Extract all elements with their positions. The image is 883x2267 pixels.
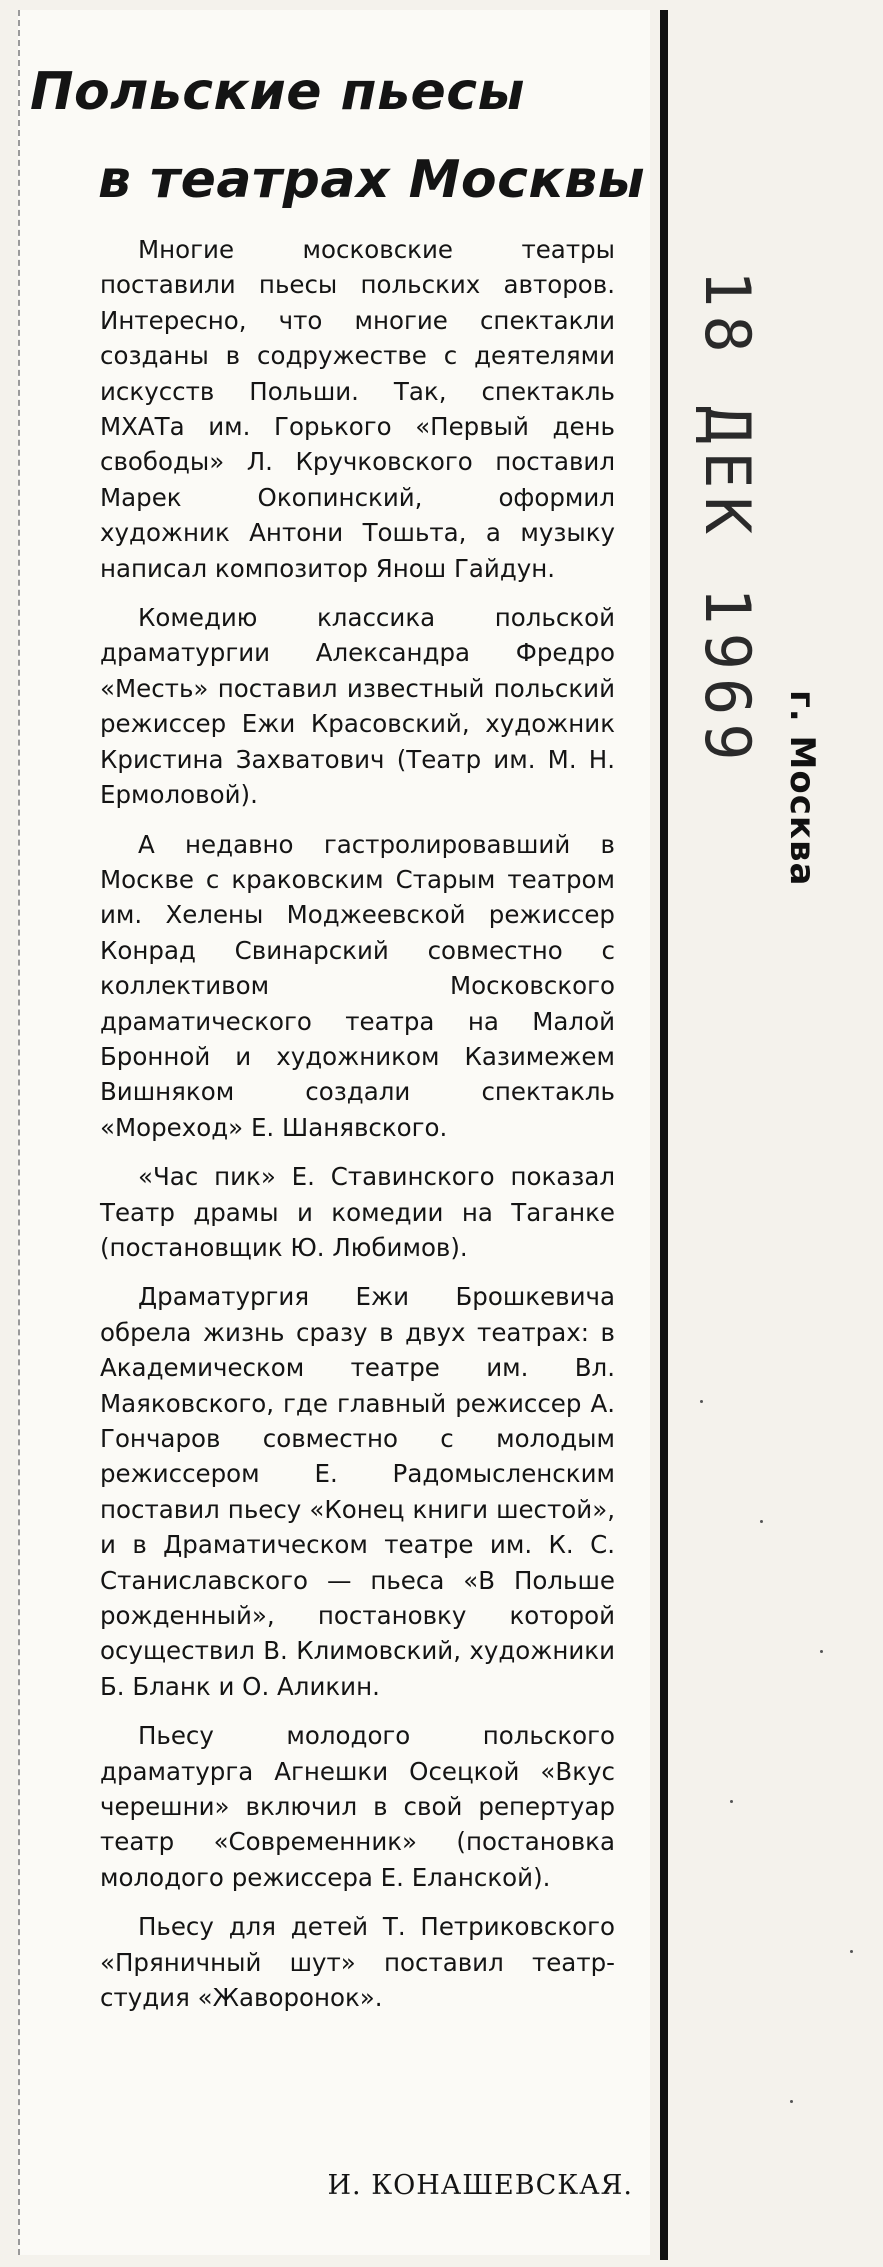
article-title-line1: Польские пьесы (30, 62, 526, 122)
article-paragraph: А недавно гастролировавший в Москве с краковским Старым театром им. Хелены Моджеевской режиссер Конрад Свинарский совместно с коллективом Московского драматического театра на Малой Бронной и художником Казимежем Вишняком создали спектакль «Мореход» Е. Шанявского. (100, 829, 615, 1142)
print-speck (760, 1520, 763, 1523)
stamp-date: 18 ДЕК 1969 (691, 270, 764, 769)
print-speck (850, 1950, 853, 1953)
article-paragraph: Пьесу для детей Т. Петриковского «Пряничный шут» поставил театр-студия «Жаворонок». (100, 1912, 615, 2013)
article-paragraph: Комедию классика польской драматургии Александра Фредро «Месть» поставил известный польский режиссер Ежи Красовский, художник Кристина Захватович (Театр им. М. Н. Ермоловой). (100, 603, 615, 810)
article-paragraph: Драматургия Ежи Брошкевича обрела жизнь сразу в двух театрах: в Академическом театре им. Вл. Маяковского, где главный режиссер А. Гончаров совместно с молодым режиссером Е. Радомысленским поставил пьесу «Конец книги шестой», и в Драматическом театре им. К. С. Станиславского — пьеса «В Польше рожденный», постановку которой осуществил В. Климовский, художники Б. Бланк и О. Аликин. (100, 1282, 615, 1701)
article-paragraph: «Час пик» Е. Ставинского показал Театр драмы и комедии на Таганке (постановщик Ю. Любимов). (100, 1162, 615, 1262)
article-author: И. КОНАШЕВСКАЯ. (327, 2170, 633, 2201)
print-speck (700, 1400, 703, 1403)
article-body (100, 232, 615, 2030)
print-speck (790, 2100, 793, 2103)
column-divider (660, 10, 668, 2260)
article-paragraph: Многие московские театры поставили пьесы польских авторов. Интересно, что многие спектакли созданы в содружестве с деятелями искусств Польши. Так, спектакль МХАТа им. Горького «Первый день свободы» Л. Кручковского поставил Марек Окопинский, оформил художник Антони Тошьта, а музыку написал композитор Янош Гайдун. (100, 235, 615, 583)
print-speck (730, 1800, 733, 1803)
print-speck (820, 1650, 823, 1653)
article-title-line2: в театрах Москвы (98, 150, 646, 210)
stamp-newspaper: г. Москва (782, 690, 822, 887)
article-paragraph: Пьесу молодого польского драматурга Агнешки Осецкой «Вкус черешни» включил в свой репертуар театр «Современник» (постановка молодого режиссера Е. Еланской). (100, 1721, 615, 1892)
